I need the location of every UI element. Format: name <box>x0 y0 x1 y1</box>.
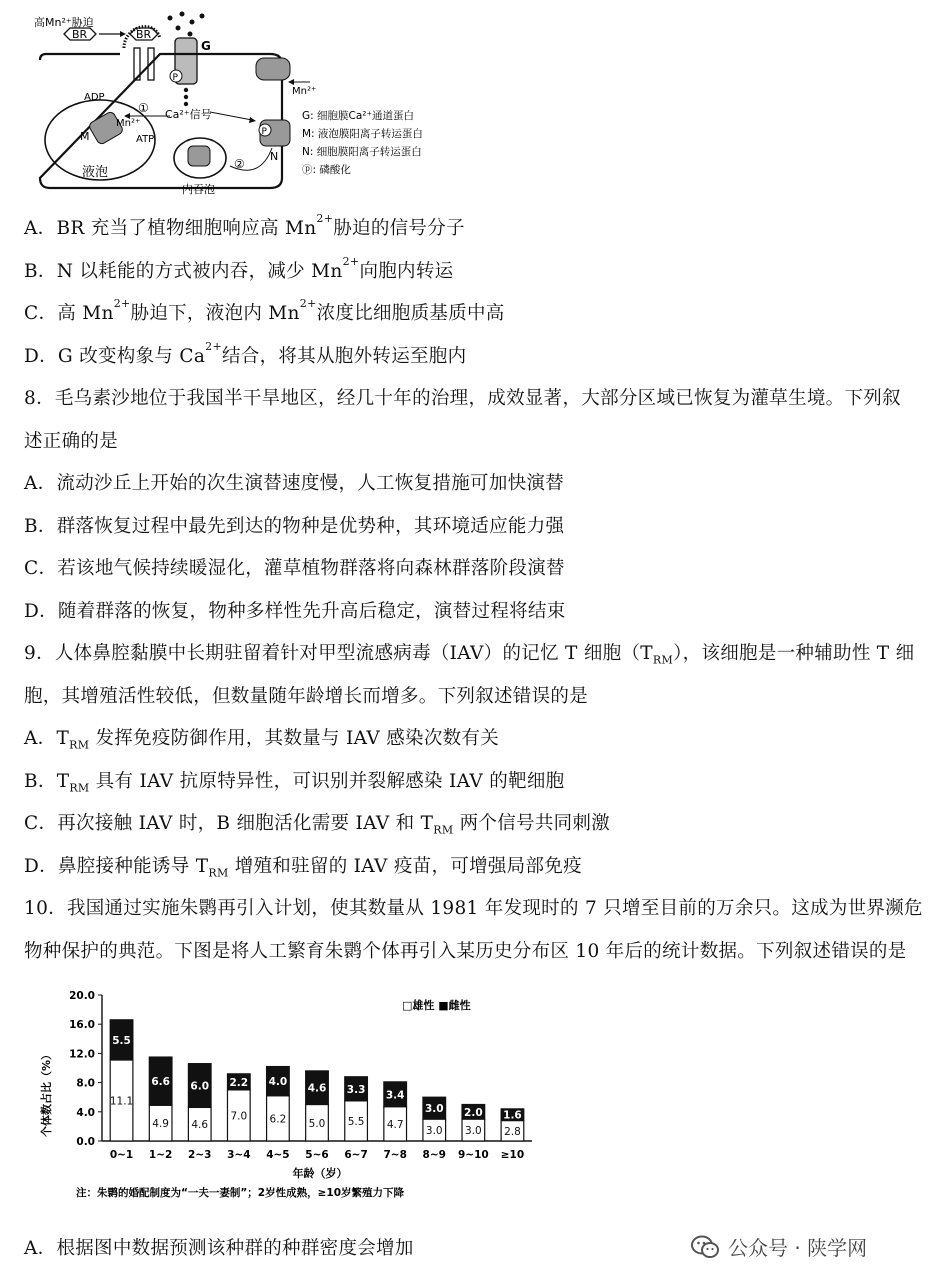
data-label-female: 6.0 <box>190 1080 210 1093</box>
data-label-male: 4.9 <box>152 1118 169 1131</box>
n-label: N <box>270 150 279 163</box>
data-label-female: 4.0 <box>268 1076 288 1089</box>
stress-label: 高Mn²⁺胁迫 <box>34 16 94 29</box>
chart-note: 注：朱鹮的婚配制度为“一夫一妻制”；2岁性成熟，≥10岁繁殖力下降 <box>76 1187 405 1199</box>
br-label: BR <box>72 28 88 41</box>
x-tick-label: 9~10 <box>458 1149 489 1161</box>
data-label-female: 5.5 <box>112 1034 131 1047</box>
y-tick-label: 20.0 <box>69 990 95 1002</box>
data-label-male: 7.0 <box>230 1110 248 1123</box>
x-tick-label: 4~5 <box>266 1149 290 1161</box>
q9-option-d: D．鼻腔接种能诱导 $T_{RM}$ 增殖和驻留的 IAV 疫苗，可增强局部免疫 <box>24 856 582 880</box>
y-tick-label: 8.0 <box>76 1077 95 1090</box>
q8-stem-line1: 8．毛乌素沙地位于我国半干旱地区，经几十年的治理，成效显著，大部分区域已恢复为灌草生境。下列叙 <box>24 388 901 409</box>
legend-g: G: 细胞膜Ca²⁺通道蛋白 <box>302 110 415 122</box>
step1-label: ① <box>138 101 149 115</box>
q9-stem-line2: 胞，其增殖活性较低，但数量随年龄增长而增多。下列叙述错误的是 <box>24 686 589 707</box>
adp-label: ADP <box>84 92 105 103</box>
q8-option-a: A．流动沙丘上开始的次生演替速度慢，人工恢复措施可加快演替 <box>24 473 565 494</box>
data-label-male: 3.0 <box>465 1125 482 1138</box>
y-tick-label: 4.0 <box>76 1106 95 1119</box>
watermark-text: 公众号 · 陕学网 <box>728 1236 868 1260</box>
data-label-female: 3.0 <box>424 1103 444 1116</box>
q8-stem-line2: 述正确的是 <box>24 431 119 452</box>
data-label-female: 2.0 <box>464 1106 483 1119</box>
q9-option-a: A．$T_{RM}$ 发挥免疫防御作用，其数量与 IAV 感染次数有关 <box>24 728 500 752</box>
x-tick-label: 7~8 <box>383 1149 407 1161</box>
data-label-female: 1.6 <box>503 1109 522 1122</box>
chart-legend: □雄性 ■雌性 <box>402 999 471 1012</box>
x-tick-label: 3~4 <box>227 1149 251 1161</box>
q9-option-c: C．再次接触 IAV 时，B 细胞活化需要 IAV 和 $T_{RM}$ 两个信号共同刺激 <box>24 813 611 837</box>
g-label: G <box>201 39 211 53</box>
data-label-female: 6.6 <box>151 1076 170 1089</box>
q9-option-b: B．$T_{RM}$ 具有 IAV 抗原特异性，可识别并裂解感染 IAV 的靶细胞 <box>24 771 565 795</box>
q7-option-c: C．高 $Mn^{2+}$胁迫下，液泡内 $Mn^{2+}$浓度比细胞质基质中高 <box>24 297 505 324</box>
legend-m: M: 液泡膜阳离子转运蛋白 <box>302 128 423 140</box>
data-label-male: 2.8 <box>504 1125 521 1138</box>
cell-membrane <box>40 54 282 188</box>
data-label-male: 6.2 <box>269 1113 287 1126</box>
q10-stem-line2: 物种保护的典范。下图是将人工繁育朱鹮个体再引入某历史分布区 10 年后的统计数据。下列叙述错误的是 <box>24 941 907 962</box>
p-mark-2: P <box>261 127 267 137</box>
data-label-male: 4.6 <box>191 1119 209 1132</box>
br-label-2: BR <box>136 28 152 41</box>
data-label-female: 2.2 <box>229 1076 249 1089</box>
x-tick-label: 5~6 <box>305 1149 329 1161</box>
data-label-female: 3.3 <box>346 1083 366 1096</box>
watermark <box>690 1232 867 1261</box>
q9-stem-line1: 9．人体鼻腔黏膜中长期驻留着针对甲型流感病毒（IAV）的记忆 T 细胞$(T_{RM})$，该细胞是一种辅助性 T 细 <box>24 643 915 667</box>
data-label-male: 5.5 <box>347 1115 365 1128</box>
m-label: M <box>80 130 90 143</box>
step2-label: ② <box>234 157 245 171</box>
legend-n: N: 细胞膜阳离子转运蛋白 <box>302 146 422 158</box>
q10-stem-line1: 10．我国通过实施朱鹮再引入计划，使其数量从 1981 年发现时的 7 只增至目前的万余只。这成为世界濒危 <box>24 898 923 919</box>
x-tick-label: 6~7 <box>344 1149 368 1161</box>
atp-label: ATP <box>136 134 155 145</box>
age-structure-chart <box>40 985 540 1200</box>
legend-p: ⓟ: 磷酸化 <box>302 164 351 176</box>
data-label-male: 5.0 <box>308 1117 326 1130</box>
data-label-female: 3.4 <box>385 1089 405 1102</box>
y-tick-label: 12.0 <box>69 1048 95 1061</box>
q7-option-b: B．N 以耗能的方式被内吞，减少 $Mn^{2+}$向胞内转运 <box>24 255 454 282</box>
x-tick-label: 8~9 <box>422 1149 446 1161</box>
q8-option-c: C．若该地气候持续暖湿化，灌草植物群落将向森林群落阶段演替 <box>24 558 565 579</box>
mn-left-label: Mn²⁺ <box>116 118 141 129</box>
q8-option-d: D．随着群落的恢复，物种多样性先升高后稳定，演替过程将结束 <box>24 601 566 622</box>
mn-right-label: Mn²⁺ <box>292 86 317 97</box>
vacuole-label: 液泡 <box>82 165 109 180</box>
wechat-icon <box>690 1234 720 1260</box>
p-mark-1: P <box>172 73 178 83</box>
q7-option-a: A．BR 充当了植物细胞响应高 $Mn^{2+}$胁迫的信号分子 <box>24 212 465 239</box>
data-label-male: 3.0 <box>425 1125 443 1138</box>
data-label-male: 11.1 <box>109 1095 134 1108</box>
y-tick-label: 0.0 <box>76 1136 95 1148</box>
cell-diagram <box>20 8 460 198</box>
endosome-label: 内吞泡 <box>182 183 215 196</box>
ca-signal-label: Ca²⁺信号 <box>165 108 212 121</box>
x-tick-label: 1~2 <box>148 1149 173 1161</box>
x-tick-label: 0~1 <box>109 1149 134 1161</box>
chart-ylabel: 个体数占比（%） <box>40 1048 53 1138</box>
x-tick-label: 2~3 <box>188 1149 212 1161</box>
q8-option-b: B．群落恢复过程中最先到达的物种是优势种，其环境适应能力强 <box>24 516 565 537</box>
q10-option-a: A．根据图中数据预测该种群的种群密度会增加 <box>24 1238 414 1259</box>
x-tick-label: ≥10 <box>500 1149 525 1161</box>
q7-option-d: D．G 改变构象与 $Ca^{2+}$结合，将其从胞外转运至胞内 <box>24 340 467 367</box>
chart-xlabel: 年龄（岁） <box>292 1167 348 1180</box>
data-label-female: 4.6 <box>307 1082 327 1095</box>
y-tick-label: 16.0 <box>69 1019 95 1032</box>
data-label-male: 4.7 <box>386 1118 404 1131</box>
